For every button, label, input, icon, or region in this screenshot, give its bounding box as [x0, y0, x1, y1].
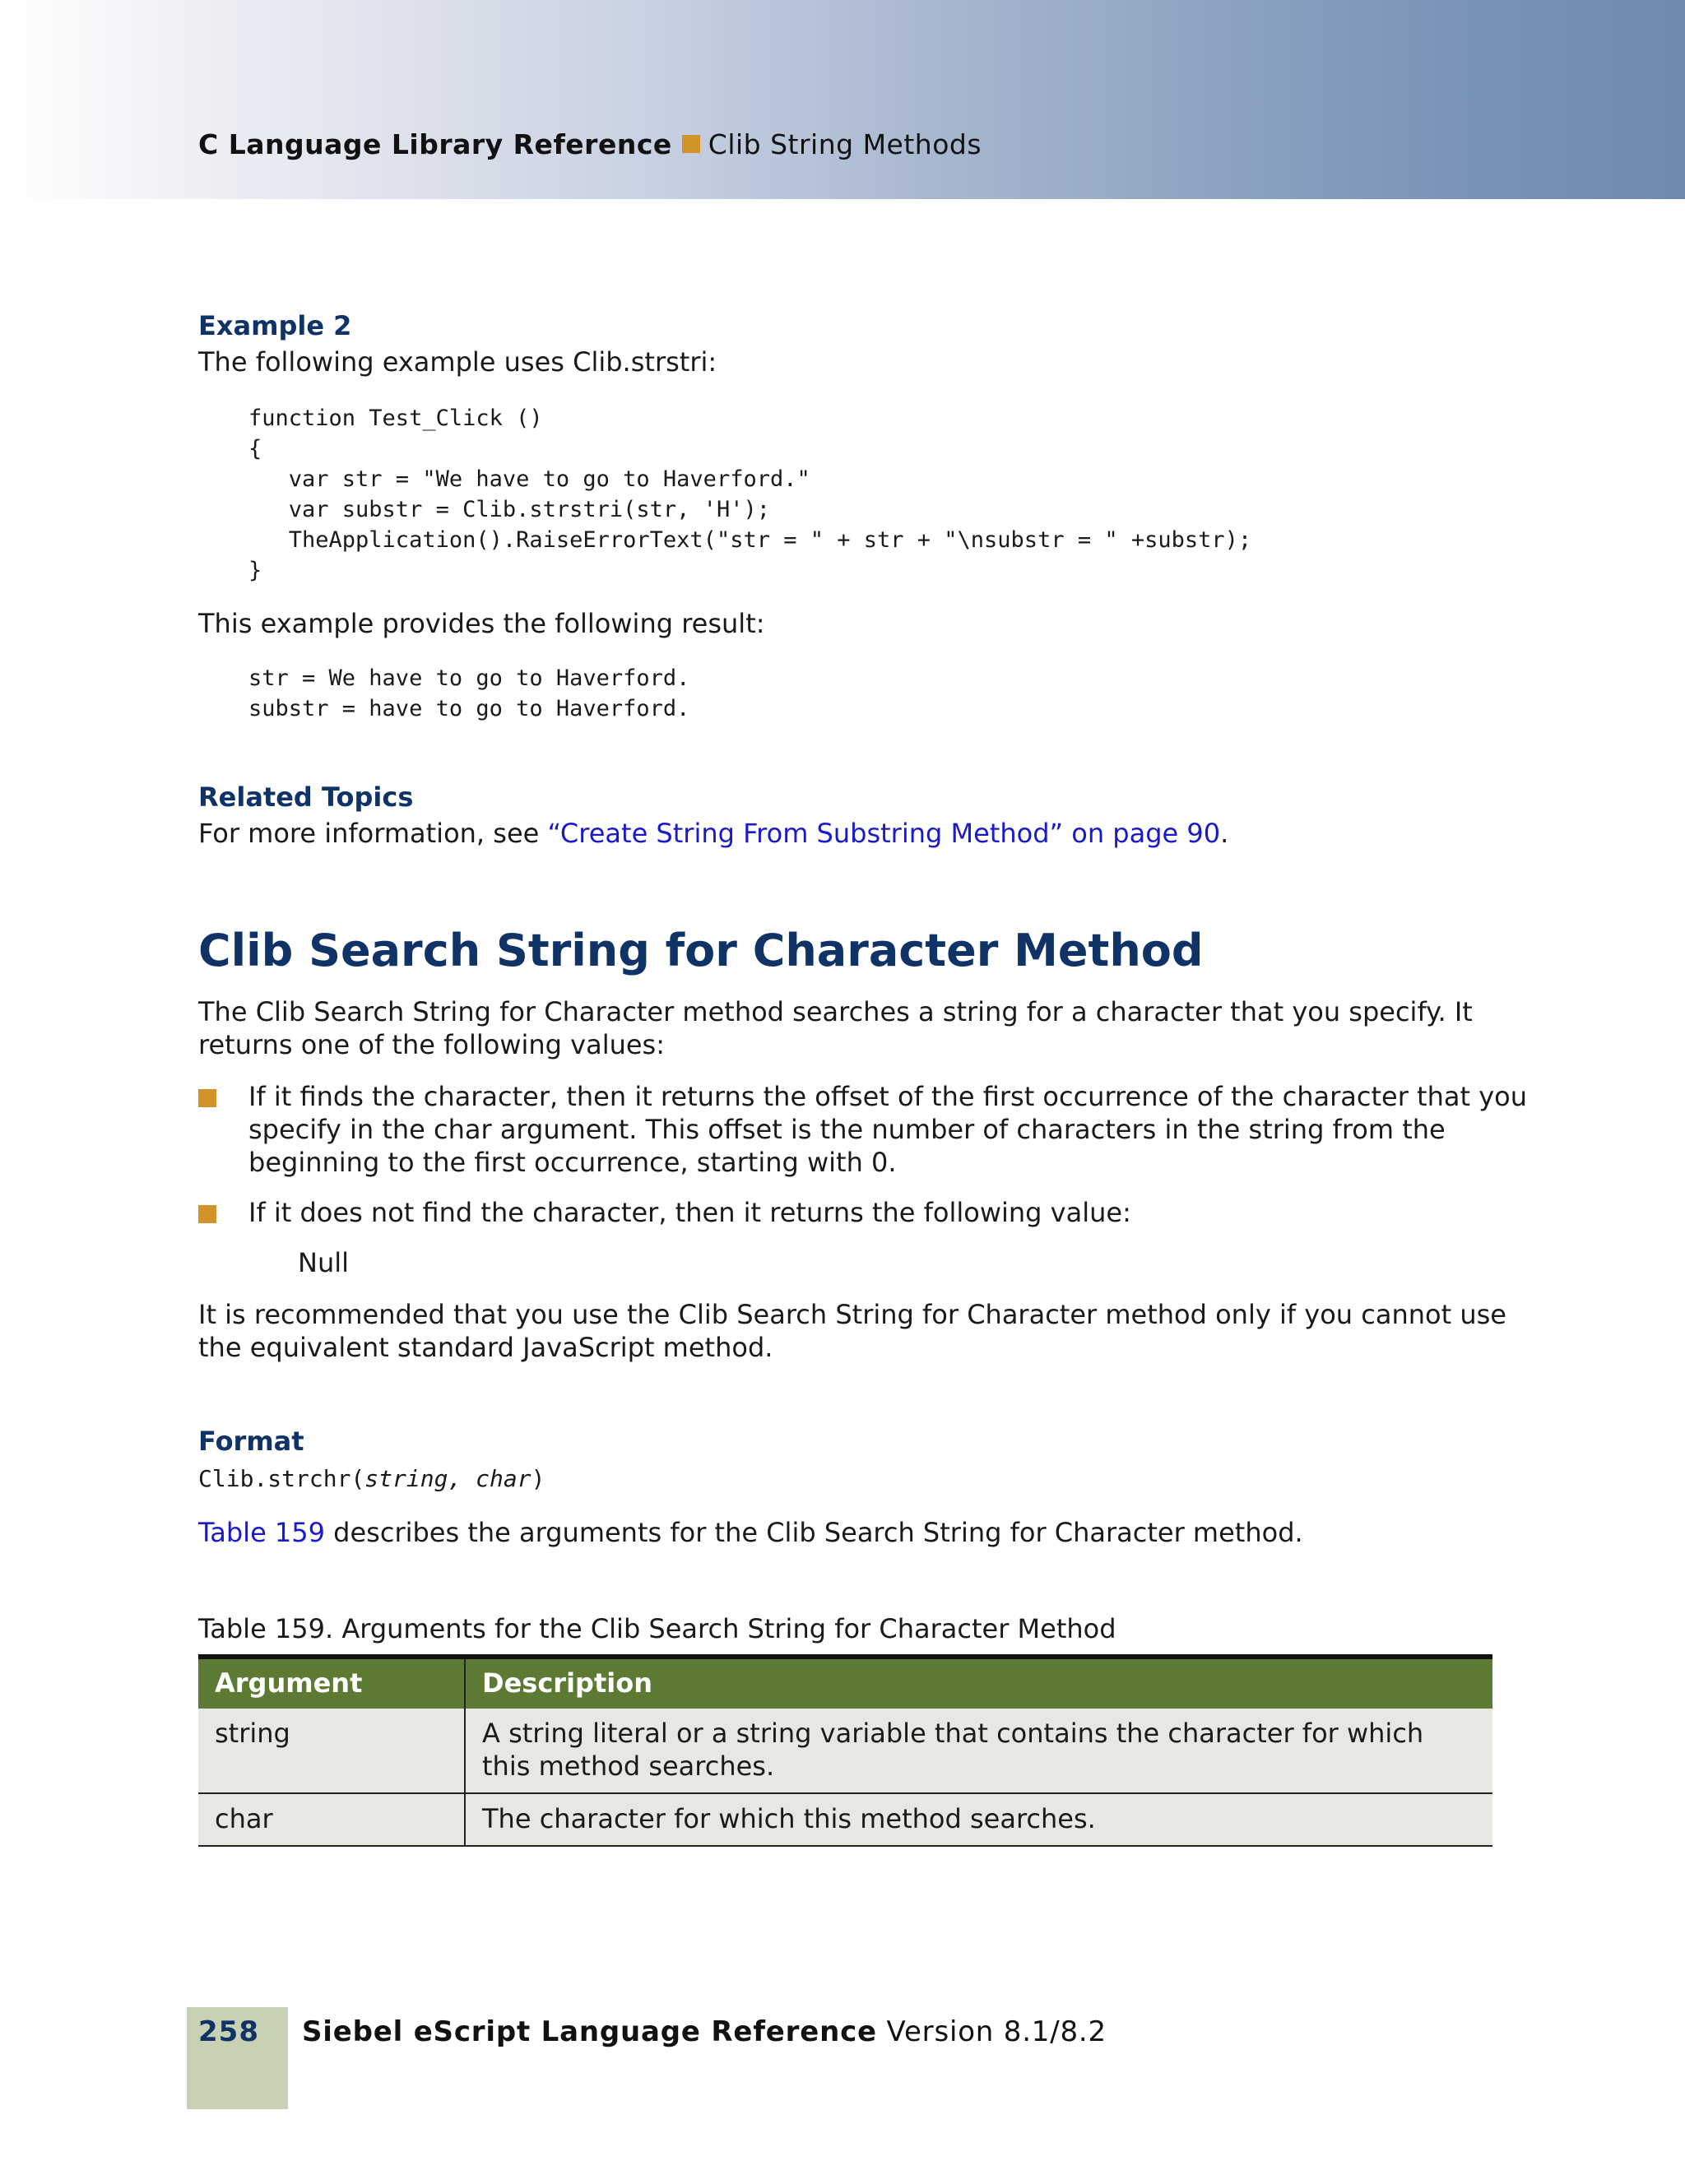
syntax-suffix: ) — [531, 1465, 545, 1492]
method-desc-line: The Clib Search String for Character method searches a string for a character that you specify. It — [198, 996, 1473, 1027]
method-desc-line: returns one of the following values: — [198, 1029, 665, 1060]
table-header-row — [198, 1657, 1492, 1709]
table-reference-link[interactable]: Table 159 — [198, 1517, 325, 1548]
bullet-text-line: If it does not find the character, then it returns the following value: — [248, 1197, 1131, 1228]
related-topics-text — [198, 817, 1228, 850]
null-value: Null — [298, 1247, 349, 1278]
recommendation-line: It is recommended that you use the Clib Search String for Character method only if you cannot use — [198, 1299, 1506, 1330]
arguments-table — [198, 1654, 1492, 1847]
square-bullet-icon — [198, 1089, 216, 1107]
table-caption: Table 159. Arguments for the Clib Search String for Character Method — [198, 1613, 1116, 1644]
result-intro: This example provides the following result: — [198, 608, 765, 639]
syntax-prefix: Clib.strchr( — [198, 1465, 365, 1492]
example-intro: The following example uses Clib.strstri: — [198, 346, 717, 378]
code-line: var str = "We have to go to Haverford." — [248, 466, 810, 492]
argument-cell: char — [198, 1793, 465, 1846]
section-title: Clib String Methods — [708, 128, 982, 160]
related-topics-heading: Related Topics — [198, 781, 414, 813]
code-line: var substr = Clib.strstri(str, 'H'); — [248, 497, 770, 522]
table-header-cell: Description — [465, 1657, 1492, 1709]
chapter-title: C Language Library Reference — [198, 128, 672, 160]
result-line: str = We have to go to Haverford. — [248, 665, 690, 691]
running-header — [198, 128, 982, 160]
result-line: substr = have to go to Haverford. — [248, 696, 690, 721]
related-text-after: . — [1220, 818, 1229, 849]
table-reference-rest: describes the arguments for the Clib Search String for Character method. — [325, 1517, 1303, 1548]
format-heading: Format — [198, 1426, 304, 1457]
table-row — [198, 1709, 1492, 1793]
example-heading: Example 2 — [198, 310, 352, 341]
code-line: function Test_Click () — [248, 406, 543, 431]
bullet-text-line: If it finds the character, then it returns the offset of the first occurrence of the character that you — [248, 1081, 1527, 1112]
table-reference-text — [198, 1516, 1303, 1549]
syntax-args: string, char — [364, 1465, 531, 1492]
code-line: TheApplication().RaiseErrorText("str = " + str + "\nsubstr = " +substr); — [248, 527, 1252, 553]
bullet-text-line: specify in the char argument. This offset is the number of characters in the string from the — [248, 1114, 1446, 1145]
code-line: } — [248, 558, 262, 583]
book-title: Siebel eScript Language Reference — [302, 2015, 877, 2048]
related-link[interactable]: “Create String From Substring Method” on page 90 — [547, 818, 1221, 849]
description-cell: A string literal or a string variable that contains the character for which this method searches. — [465, 1709, 1492, 1793]
description-cell: The character for which this method searches. — [465, 1793, 1492, 1846]
book-version: Version 8.1/8.2 — [876, 2015, 1107, 2048]
page-number: 258 — [198, 2015, 259, 2048]
footer-book-title — [302, 2015, 1107, 2048]
argument-cell: string — [198, 1709, 465, 1793]
table-row — [198, 1793, 1492, 1846]
recommendation-line: the equivalent standard JavaScript method. — [198, 1332, 773, 1363]
method-title: Clib Search String for Character Method — [198, 925, 1204, 976]
square-bullet-icon — [682, 135, 700, 153]
bullet-text-line: beginning to the first occurrence, starting with 0. — [248, 1147, 897, 1178]
square-bullet-icon — [198, 1205, 216, 1223]
header-band — [0, 0, 1685, 199]
code-line: { — [248, 436, 262, 461]
related-text-before: For more information, see — [198, 818, 548, 849]
table-header-cell: Argument — [198, 1657, 465, 1709]
format-syntax — [198, 1461, 545, 1495]
